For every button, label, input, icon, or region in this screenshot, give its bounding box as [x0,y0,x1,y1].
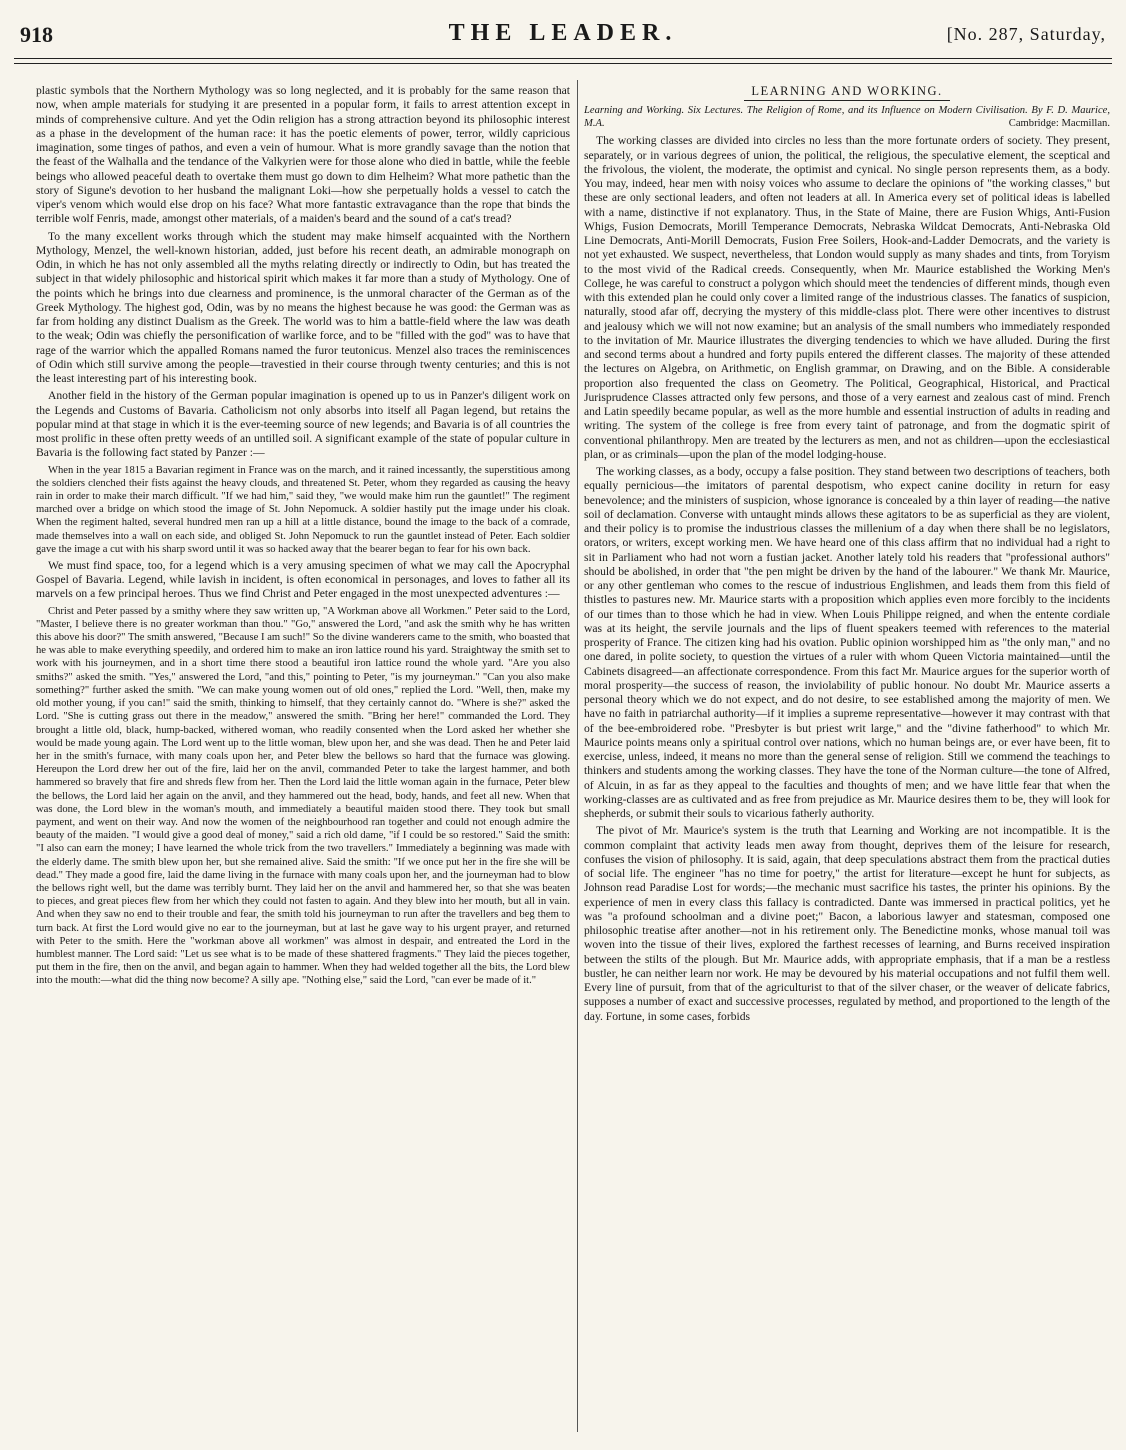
section-title: LEARNING AND WORKING. [751,84,943,98]
header-rule-thin [14,63,1112,64]
review-heading [584,104,1110,130]
page-header [14,18,1112,52]
masthead: THE LEADER. [448,20,678,46]
quotation: When in the year 1815 a Bavarian regiment in France was on the march, and it rained incessantly, the superstitious among the soldiers clenched their fists against the heavy clouds, and threatened St. Peter, whom they regarded as causing the heavy rain in order to make their march difficult. "If we had him," said they, "we would make him run the gauntlet!" The regiment marched over a bridge on which stood the image of St. John Nepomuck. A soldier hastily put the image under his cloak. When the regiment halted, several hundred men ran up a hill at a little distance, bound the image to the back of a comrade, made themselves into a wall on each side, and obliged St. John Nepomuck to run the gauntlet instead of Peter. Each soldier gave the image a cut with his sharp sword until it was so hacked away that the bearer began to fear for his own back. [36,464,570,555]
issue-label: [No. 287, Saturday, [946,24,1106,44]
header-rule [14,58,1112,59]
paragraph: Another field in the history of the German popular imagination is opened up to us in Panzer's diligent work on the Legends and Customs of Bavaria. Catholicism not only absorbs into itself all Pagan legend, but retains the popular mind at that stage in which it is the ever-teeming source of new legends; and Bavaria is of all countries the most prolific in these often pretty weeds of an untilled soil. A significant example of the state of popular culture in Bavaria is the following fact stated by Panzer :— [36,389,570,460]
left-column [36,84,570,1436]
paragraph: The working classes, as a body, occupy a false position. They stand between two descriptions of teachers, both equally pernicious—the imitators of parental despotism, who expect canine docility in return for easy benevolence; and the ministers of suspicion, whose ignorance is concealed by a thin layer of reading—the native soil of declamation. Converse with untaught minds allows these agitators to be as superficial as they are violent, and their policy is to promise the industrious classes the millenium of a day when there shall be no legislators, orators, or writers, except working men. We have heard one of this class affirm that no individual had a right to sit in Parliament who had not worn a fustian jacket. Another lately told his readers that "professional authors" should be abolished, in order that "the pen might be driven by the hand of the labourer." We thank Mr. Maurice, or any other gentleman who comes to the rescue of industrious Englishmen, and leads them from this field of thistles to pastures new. Mr. Maurice starts with a proposition which applies even more forcibly to the incidents of our times than to those which he had in view. When Louis Philippe reigned, and when the entente cordiale was at its height, the servile journals and the lips of fluent speakers teemed with references to the material prosperity of France. The citizen king had his ovation. Public opinion worshipped him as "the only man," and no one dared, in polite society, to question the virtues of a ruler with whom Queen Victoria maintained—until the Cabinets disagreed—an affectionate correspondence. From this fact Mr. Maurice argues for the superior worth of moral prosperity—the success of reason, the inviolability of public honour. No doubt Mr. Maurice asserts a personal theory which we do not expect, and do not desire, to see established among the majority of men. We have no faith in patriarchal authority—if it implies a supreme representative—however it may contrast with that of the bee-embroidered robe. "Presbyter is but priest writ large," and the "divine fatherhood" to which Mr. Maurice points means only a spiritual control over nations, which no human beings are, or ever have been, fit to exercise, unless, indeed, it means no more than the general sense of religion. Still we commend the teachings to thinkers and students among the working classes. They have the tone of the Norman culture—the tone of Alfred, of Alcuin, in as far as they appeal to the faculties and thoughts of men; and we have little fear that when the working-classes are as cultivated and as free from prejudice as Mr. Maurice desires them to be, they will look for shepherds, or submit their souls to vicarious fatherly authority. [584,465,1110,820]
quotation: Christ and Peter passed by a smithy where they saw written up, "A Workman above all Workmen." Peter said to the Lord, "Master, I believe there is no greater workman than thou." "Go," answered the Lord, "and ask the smith why he has written this above his door?" The smith answered, "Because I am such!" So the divine wanderers came to the smith, who boasted that he was able to make everything speedily, and ordered him to make an iron lattice round his yard. Straightway the smith set to work with his journeymen, and in a short time there stood a beautiful iron lattice round the whole yard. "Are you also smiths?" asked the smith. "Yes," answered the Lord, "and this," pointing to Peter, "is my journeyman." "Can you also make something?" further asked the smith. "We can make young women out of old ones," replied the Lord. "Well, then, make my old mother young, if you can!" said the smith, thinking to himself, that they certainly cannot do. "Where is she?" asked the Lord. "She is cutting grass out there in the meadow," answered the smith. "Bring her here!" commanded the Lord. They brought a little old, black, hump-backed, withered woman, who readily consented when the Lord asked her whether she would be made young again. The Lord went up to the little woman, blew upon her, and she was dead. Then he and Peter laid her in the smith's furnace, with many coals upon her, and Peter blew the bellows so hard that the furnace was glowing. Hereupon the Lord drew her out of the fire, laid her on the anvil, commanded Peter to take the largest hammer, and both hammered so bravely that fire and shreds flew from her. Then the Lord laid the little woman again in the furnace, Peter blew the bellows, the Lord laid her again on the anvil, and they hammered out the head, body, hands, and feet all new. When that was done, the Lord blew in the woman's mouth, and immediately a beautiful maiden stood there. They took but small payment, and went on their way. And now the women of the neighbourhood ran together and could not enough admire the beauty of the maiden. "I would give a good deal of money," said a rich old dame, "if I could be so restored." Said the smith: "I also can earn the money; I have learned the whole trick from the two travellers." Immediately a beginning was made with the elderly dame. The smith blew upon her, but she remained alive. Said the smith: "If we once put her in the fire she will be dead." They made a good fire, laid the dame living in the furnace with many coals upon her, and the journeyman had to blow the bellows right well, but the dame was terribly burnt. They laid her on the anvil and hammered her, so that she was beaten to pieces, and great pieces flew from her which they could not fasten to again. And they blew into her mouth, but all in vain. And when they saw no end to their trouble and fear, the smith told his journeyman to run after the travellers and beg them to turn back. At first the Lord would give no ear to the journeyman, but at last he gave way to his urgent prayer, and returned with Peter to the smith. Here the "workman above all workmen" was almost in despair, and entreated the Lord in the humblest manner. The Lord said: "Let us see what is to be made of these shattered fragments." They laid the pieces together, put them in the fire, then on the anvil, and began again to hammer. When they had welded together all the bits, the Lord blew into the mouth:—what did the thing now become? A silly ape. "Nothing else," said the Lord, "can ever be made of it." [36,605,570,987]
paragraph: The working classes are divided into circles no less than the more fortunate orders of society. They present, separately, or in various degrees of union, the political, the religious, the speculative element, the sceptical and the frivolous, the violent, the moderate, the optimist and cynical. No single person represents them, as a body. You may, indeed, hear men with noisy voices who assume to declare the opinions of "the working classes," but these are only sectional leaders, and often not leaders at all. In America every set of political ideas is labelled with a name, distinctive if not explanatory. Thus, in the State of Maine, there are Fusion Whigs, Anti-Fusion Whigs, Fusion Democrats, Morill Temperance Democrats, Nebraska Wildcat Democrats, Anti-Nebraska Old Line Democrats, Anti-Morill Democrats, Fusion Free Soilers, Hook-and-Ladder Democrats, and the variety is not yet exhausted. We suspect, nevertheless, that London would supply as many shades and tints, from Toryism to the most vivid of the Radical creeds. Consequently, when Mr. Maurice established the Working Men's College, he was careful to construct a polygon which should meet the tendencies of different minds, though even with this extended plan he could only cover a limited range of the industrious classes. The fanatics of suspicion, naturally, stood afar off, decrying the mystery of this middle-class plot. There were other incentives to distrust and jealousy which we will not now examine; but an analysis of the small numbers who immediately responded to the invitation of Mr. Maurice illustrates the diverging tendencies to which we have alluded. During the first and second terms about a hundred and forty pupils entered the different classes. The majority of these attended the lectures on Algebra, on Arithmetic, on English grammar, on Drawing, and on the Bible. A considerable proportion also frequented the class on Geometry. The Political, Geographical, Historical, and Practical Jurisprudence Classes attracted only few persons, and those of a very earnest and zealous cast of mind. French and Latin speedily became popular, as well as the more humble and essential instruction of adults in reading and writing. The system of the college is free from every taint of patronage, and from the dogmatic spirit of conventional philanthropy. Men are treated by the lecturers as men, and not as children—upon the ecclesiastical plan, or as criminals—upon the plan of the model lodging-house. [584,134,1110,461]
page-number: 918 [20,22,53,47]
right-column [584,84,1110,1436]
review-title: Learning and Working. Six Lectures. The Religion of Rome, and its Influence on Modern Civilisation. By F. D. Maurice, M.A. [584,105,1110,130]
title-rule [744,100,950,101]
review-publisher: Cambridge: Macmillan. [1008,118,1110,130]
paragraph: We must find space, too, for a legend which is a very amusing specimen of what we may call the Apocryphal Gospel of Bavaria. Legend, while lavish in incident, is often economical in personages, and loves to father all its marvels on a few principal heroes. Thus we find Christ and Peter engaged in the most unexpected adventures :— [36,558,570,601]
paragraph: plastic symbols that the Northern Mythology was so long neglected, and it is probably for the same reason that now, when ample materials for studying it are presented in a popular form, it fails to arrest attention except in minds of comprehensive culture. And yet the Odin religion has a strong attraction beyond its philosophic interest as a phase in the development of the human race: it has the poetic elements of power, terror, wildly capricious imagination, some tinges of pathos, and even a vein of humour. What is more grandly savage than the notion that the feast of the Walhalla and the tendance of the Valkyrien were for those alone who died in battle, while the feeble beings who allowed peaceful death to overtake them must go down to dim Helheim? What more pathetic than the story of Sigune's devotion to her husband the malignant Loki—how she perpetually holds a vessel to catch the viper's venom which would else drop on his face? What more fantastic extravagance than the rope that binds the terrible wolf Fenris, made, amongst other materials, of a maiden's beard and the sound of a cat's tread? [36,84,570,226]
paragraph: To the many excellent works through which the student may make himself acquainted with the Northern Mythology, Menzel, the well-known historian, added, just before his recent death, an admirable monograph on Odin, in which he has not only assembled all the myths relating directly or indirectly to Odin, but has treated the subject in that widely philosophic and historical spirit which makes it far more than a study of Mythology. One of the points which he brings into due clearness and prominence, is the unmoral character of the German as of the Greek Mythology. The highest god, Odin, was by no means the highest because he was good: the German was as far from holding any distinct Dualism as the Greek. The world was to him a battle-field where the law was death to the weak; Odin was chiefly the personification of warlike force, and to be "filled with the god" was to have that rage of the warrior which the appalled Romans named the furor teutonicus. Menzel also traces the reminiscences of Odin which still survive among the people—travestied in their course through twenty centuries; and this is not the least interesting part of his interesting book. [36,229,570,385]
paragraph: The pivot of Mr. Maurice's system is the truth that Learning and Working are not incompatible. It is the common complaint that activity leads men away from thought, deprives them of the leisure for research, confuses the vision of philosophy. It is said, again, that deep speculations abstract them from the practical duties of social life. The engineer "has no time for poetry," the artist for literature—except he hunt for subjects, as Johnson read Paradise Lost for words;—the mechanic must sacrifice his tastes, the printer his opinions. By the experience of men in every class this fallacy is contradicted. Dante was immersed in practical politics, yet he was "a profound schoolman and a divine poet;" Bacon, a laborious lawyer and statesman, composed one philosophic treatise after another—not in his retirement only. The Benedictine monks, whose manual toil was woven into the tissue of their lives, explored the farthest recesses of learning, and Burns received inspiration between the stilts of the plough. But Mr. Maurice adds, with appropriate emphasis, that if a man be a restless bustler, he can neither learn nor work. He may be devoured by his material occupations and not fulfil them well. Every line of pursuit, from that of the agriculturist to that of the silver chaser, or the weaver of delicate fabrics, supposes a number of exact and successive processes, regulated by method, and proportioned to the length of the day. Fortune, in some cases, forbids [584,824,1110,1023]
column-divider [577,80,578,1432]
